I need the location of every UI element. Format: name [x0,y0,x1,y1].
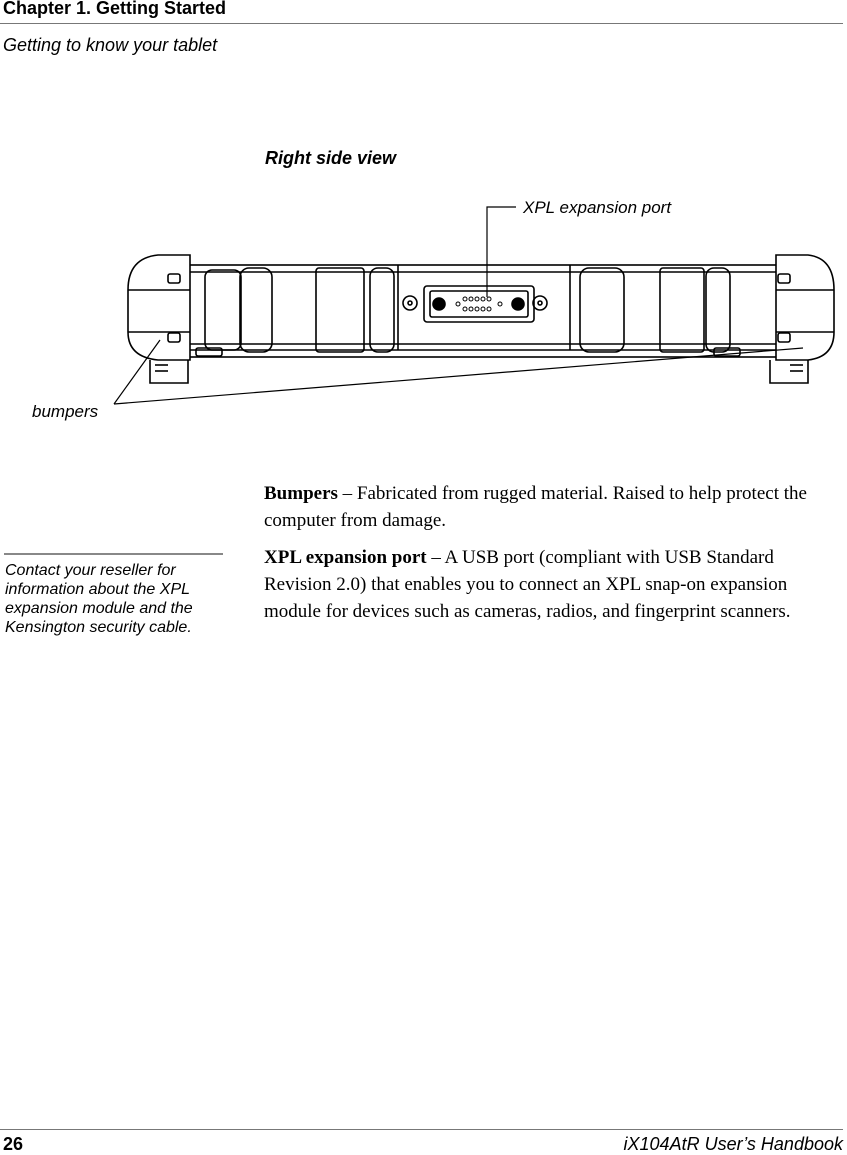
right-bumper [770,255,834,383]
paragraph-text: – A USB port (compliant with USB Standard Revision 2.0) that enables you to connect an XPL snap-on expansion module for devices such as cameras, radios, and fingerprint scanners. [264,547,791,622]
book-title: iX104AtR User’s Handbook [623,1134,843,1154]
chapter-title: Chapter 1. Getting Started [3,0,227,18]
xpl-port-callout: XPL expansion port [523,198,672,217]
xpl-port-paragraph [264,544,844,625]
paragraph-term: XPL expansion port [264,547,427,568]
margin-note-divider [4,553,223,555]
section-subtitle: Getting to know your tablet [3,35,218,55]
bumpers-callout: bumpers [32,402,99,421]
page-number: 26 [3,1134,24,1154]
paragraph-term: Bumpers [264,483,338,504]
margin-note: Contact your reseller for information about the XPL expansion module and the Kensington security cable. [5,562,193,636]
tablet-right-side-diagram [0,190,847,420]
header-divider [0,23,843,24]
left-bumper [128,255,190,383]
footer-divider [0,1129,843,1130]
bumpers-paragraph [264,480,844,534]
figure-caption: Right side view [265,148,397,168]
paragraph-text: – Fabricated from rugged material. Raised to help protect the computer from damage. [264,483,807,531]
